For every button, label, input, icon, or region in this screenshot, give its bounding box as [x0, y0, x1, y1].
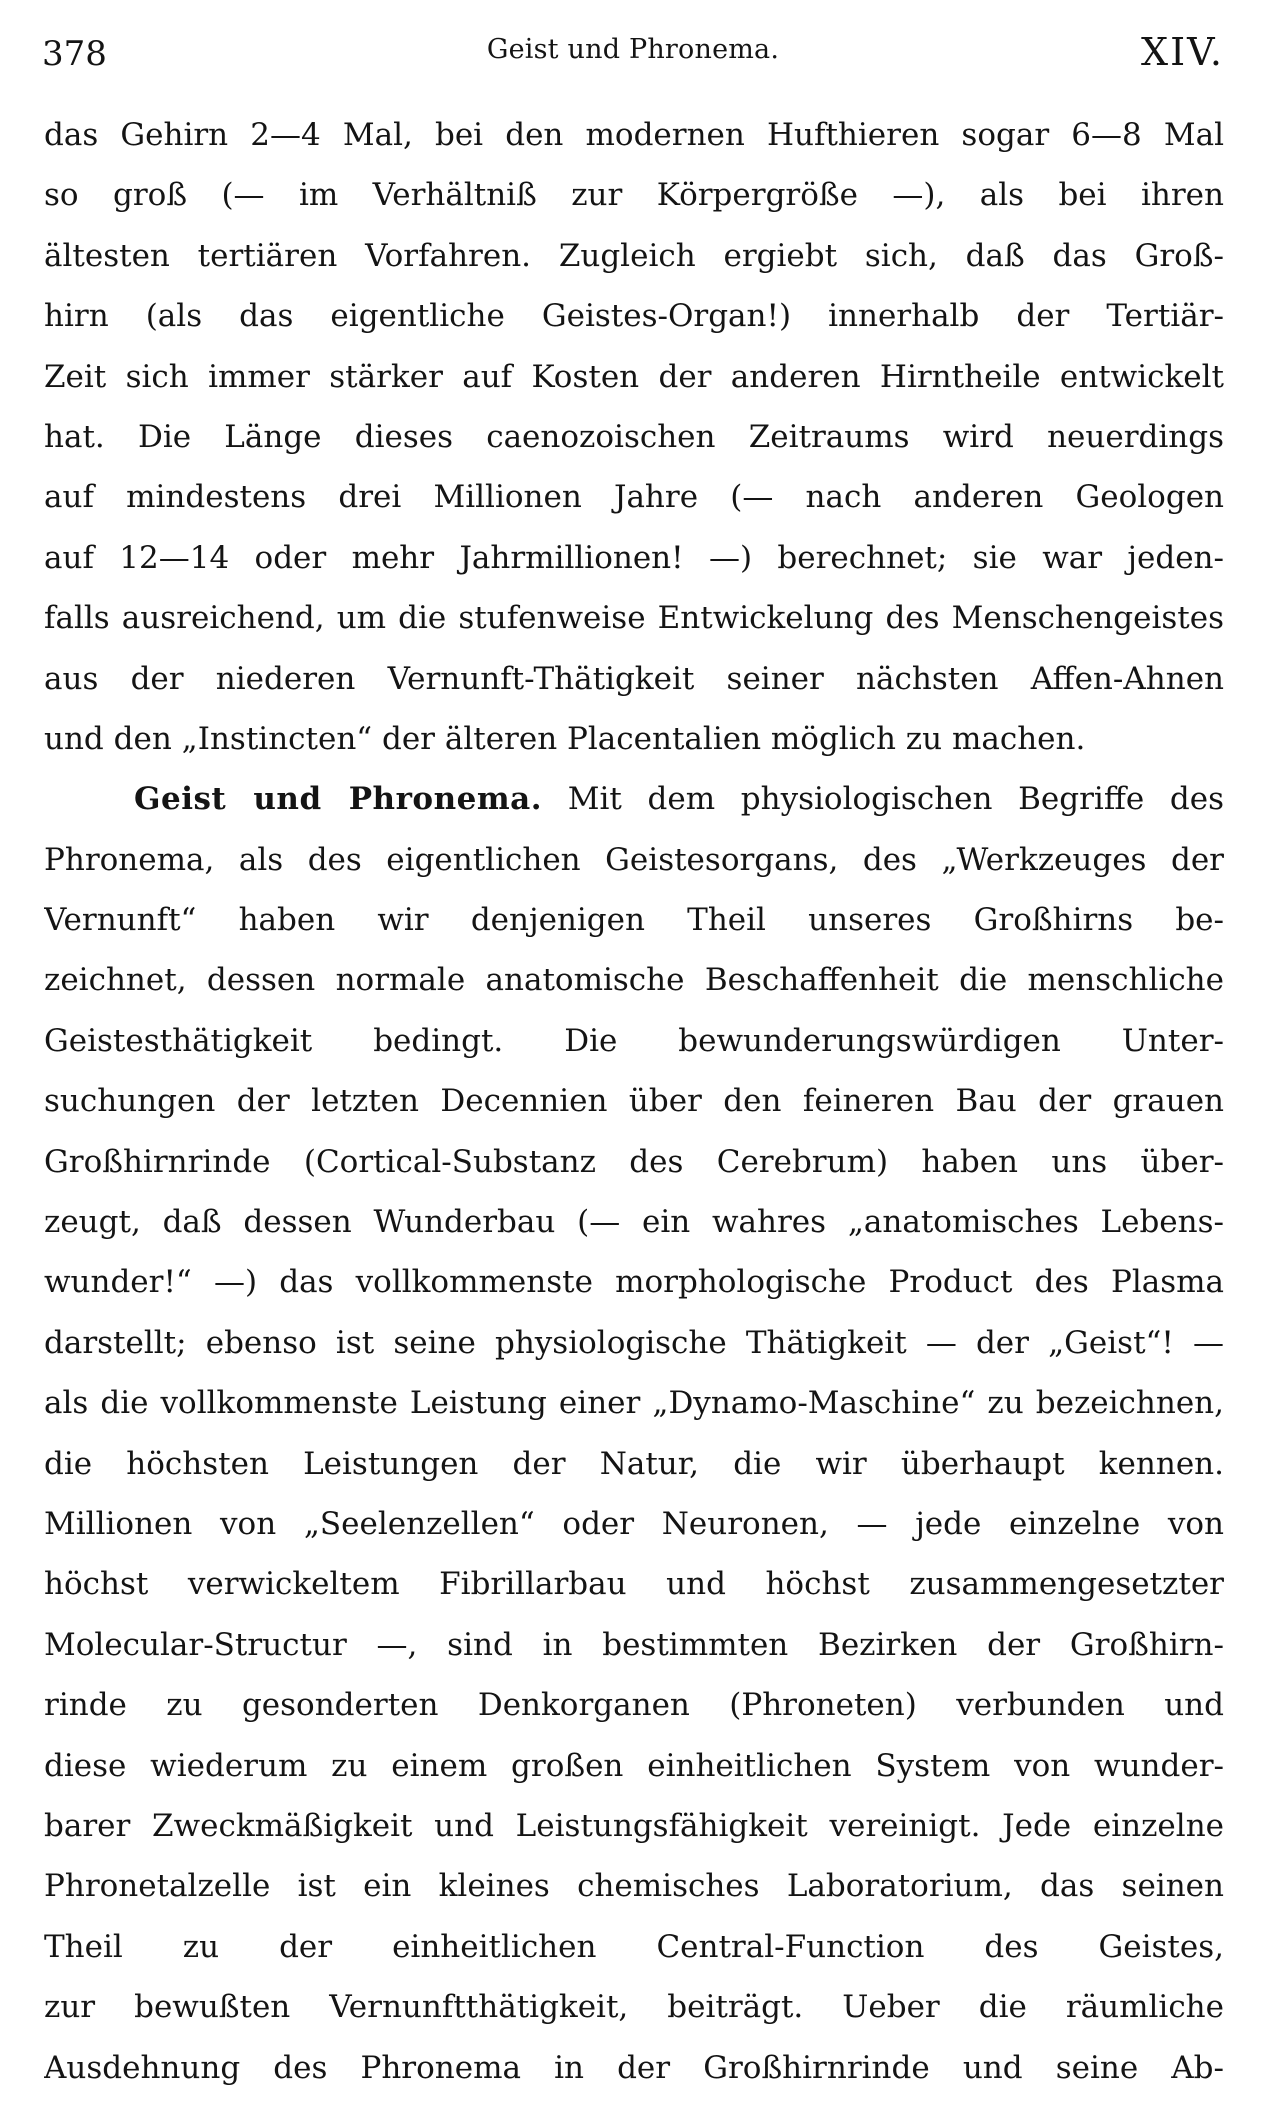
text-line: rinde zu gesonderten Denkorganen (Phroneten) verbunden und — [44, 1687, 1224, 1724]
text-line: auf 12—14 oder mehr Jahrmillionen! —) berechnet; sie war jeden- — [44, 539, 1224, 576]
body-text — [44, 105, 1224, 2098]
text-line: Zeit sich immer stärker auf Kosten der anderen Hirntheile entwickelt — [44, 358, 1224, 395]
text-line: Theil zu der einheitlichen Central-Function des Geistes, — [44, 1928, 1224, 1965]
text-line: die höchsten Leistungen der Natur, die wir überhaupt kennen. — [44, 1445, 1224, 1482]
text-line: zeugt, daß dessen Wunderbau (— ein wahres „anatomisches Lebens- — [44, 1204, 1224, 1241]
page-number: 378 — [42, 34, 107, 74]
text-line: Geistesthätigkeit bedingt. Die bewunderungswürdigen Unter- — [44, 1022, 1224, 1059]
section-heading: Geist und Phronema. — [134, 781, 543, 818]
text-line: hirn (als das eigentliche Geistes-Organ!) innerhalb der Tertiär- — [44, 298, 1224, 335]
text-line-with-heading — [44, 769, 1224, 829]
text-line: Millionen von „Seelenzellen“ oder Neuronen, — jede einzelne von — [44, 1505, 1224, 1542]
text-line: hat. Die Länge dieses caenozoischen Zeitraums wird neuerdings — [44, 418, 1224, 455]
text-line: Vernunft“ haben wir denjenigen Theil unseres Großhirns be- — [44, 902, 1224, 939]
text-run: Mit dem physiologischen Begriffe des — [567, 781, 1224, 818]
running-head — [42, 22, 1224, 72]
text-line: zur bewußten Vernunftthätigkeit, beiträgt. Ueber die räumliche — [44, 1989, 1224, 2026]
text-line: Phronema, als des eigentlichen Geistesorgans, des „Werkzeuges der — [44, 841, 1224, 878]
text-line: darstellt; ebenso ist seine physiologische Thätigkeit — der „Geist“! — — [44, 1324, 1224, 1361]
text-line: auf mindestens drei Millionen Jahre (— nach anderen Geologen — [44, 479, 1224, 516]
text-line: als die vollkommenste Leistung einer „Dynamo-Maschine“ zu bezeichnen, — [44, 1385, 1224, 1422]
paragraph-geist-und-phronema — [44, 769, 1224, 2098]
text-line: suchungen der letzten Decennien über den feineren Bau der grauen — [44, 1083, 1224, 1120]
paragraph-brain-evolution — [44, 105, 1224, 769]
text-line: Ausdehnung des Phronema in der Großhirnrinde und seine Ab- — [44, 2049, 1224, 2086]
text-line: barer Zweckmäßigkeit und Leistungsfähigkeit vereinigt. Jede einzelne — [44, 1807, 1224, 1844]
text-line: diese wiederum zu einem großen einheitlichen System von wunder- — [44, 1747, 1224, 1784]
text-line: aus der niederen Vernunft-Thätigkeit seiner nächsten Affen-Ahnen — [44, 660, 1224, 697]
chapter-numeral: XIV. — [1141, 30, 1224, 74]
text-line: falls ausreichend, um die stufenweise Entwickelung des Menschengeistes — [44, 600, 1224, 637]
text-line: Phronetalzelle ist ein kleines chemisches Laboratorium, das seinen — [44, 1868, 1224, 1905]
text-line: ältesten tertiären Vorfahren. Zugleich ergiebt sich, daß das Groß- — [44, 237, 1224, 274]
text-line: wunder!“ —) das vollkommenste morphologische Product des Plasma — [44, 1264, 1224, 1301]
text-line: so groß (— im Verhältniß zur Körpergröße —), als bei ihren — [44, 177, 1224, 214]
running-title: Geist und Phronema. — [486, 34, 780, 65]
text-line: Großhirnrinde (Cortical-Substanz des Cerebrum) haben uns über- — [44, 1143, 1224, 1180]
text-line: höchst verwickeltem Fibrillarbau und höchst zusammengesetzter — [44, 1566, 1224, 1603]
text-line: Molecular-Structur —, sind in bestimmten Bezirken der Großhirn- — [44, 1626, 1224, 1663]
text-line: zeichnet, dessen normale anatomische Beschaffenheit die menschliche — [44, 962, 1224, 999]
text-line: das Gehirn 2—4 Mal, bei den modernen Hufthieren sogar 6—8 Mal — [44, 117, 1224, 153]
text-line: und den „Instincten“ der älteren Placentalien möglich zu machen. — [44, 720, 1086, 757]
